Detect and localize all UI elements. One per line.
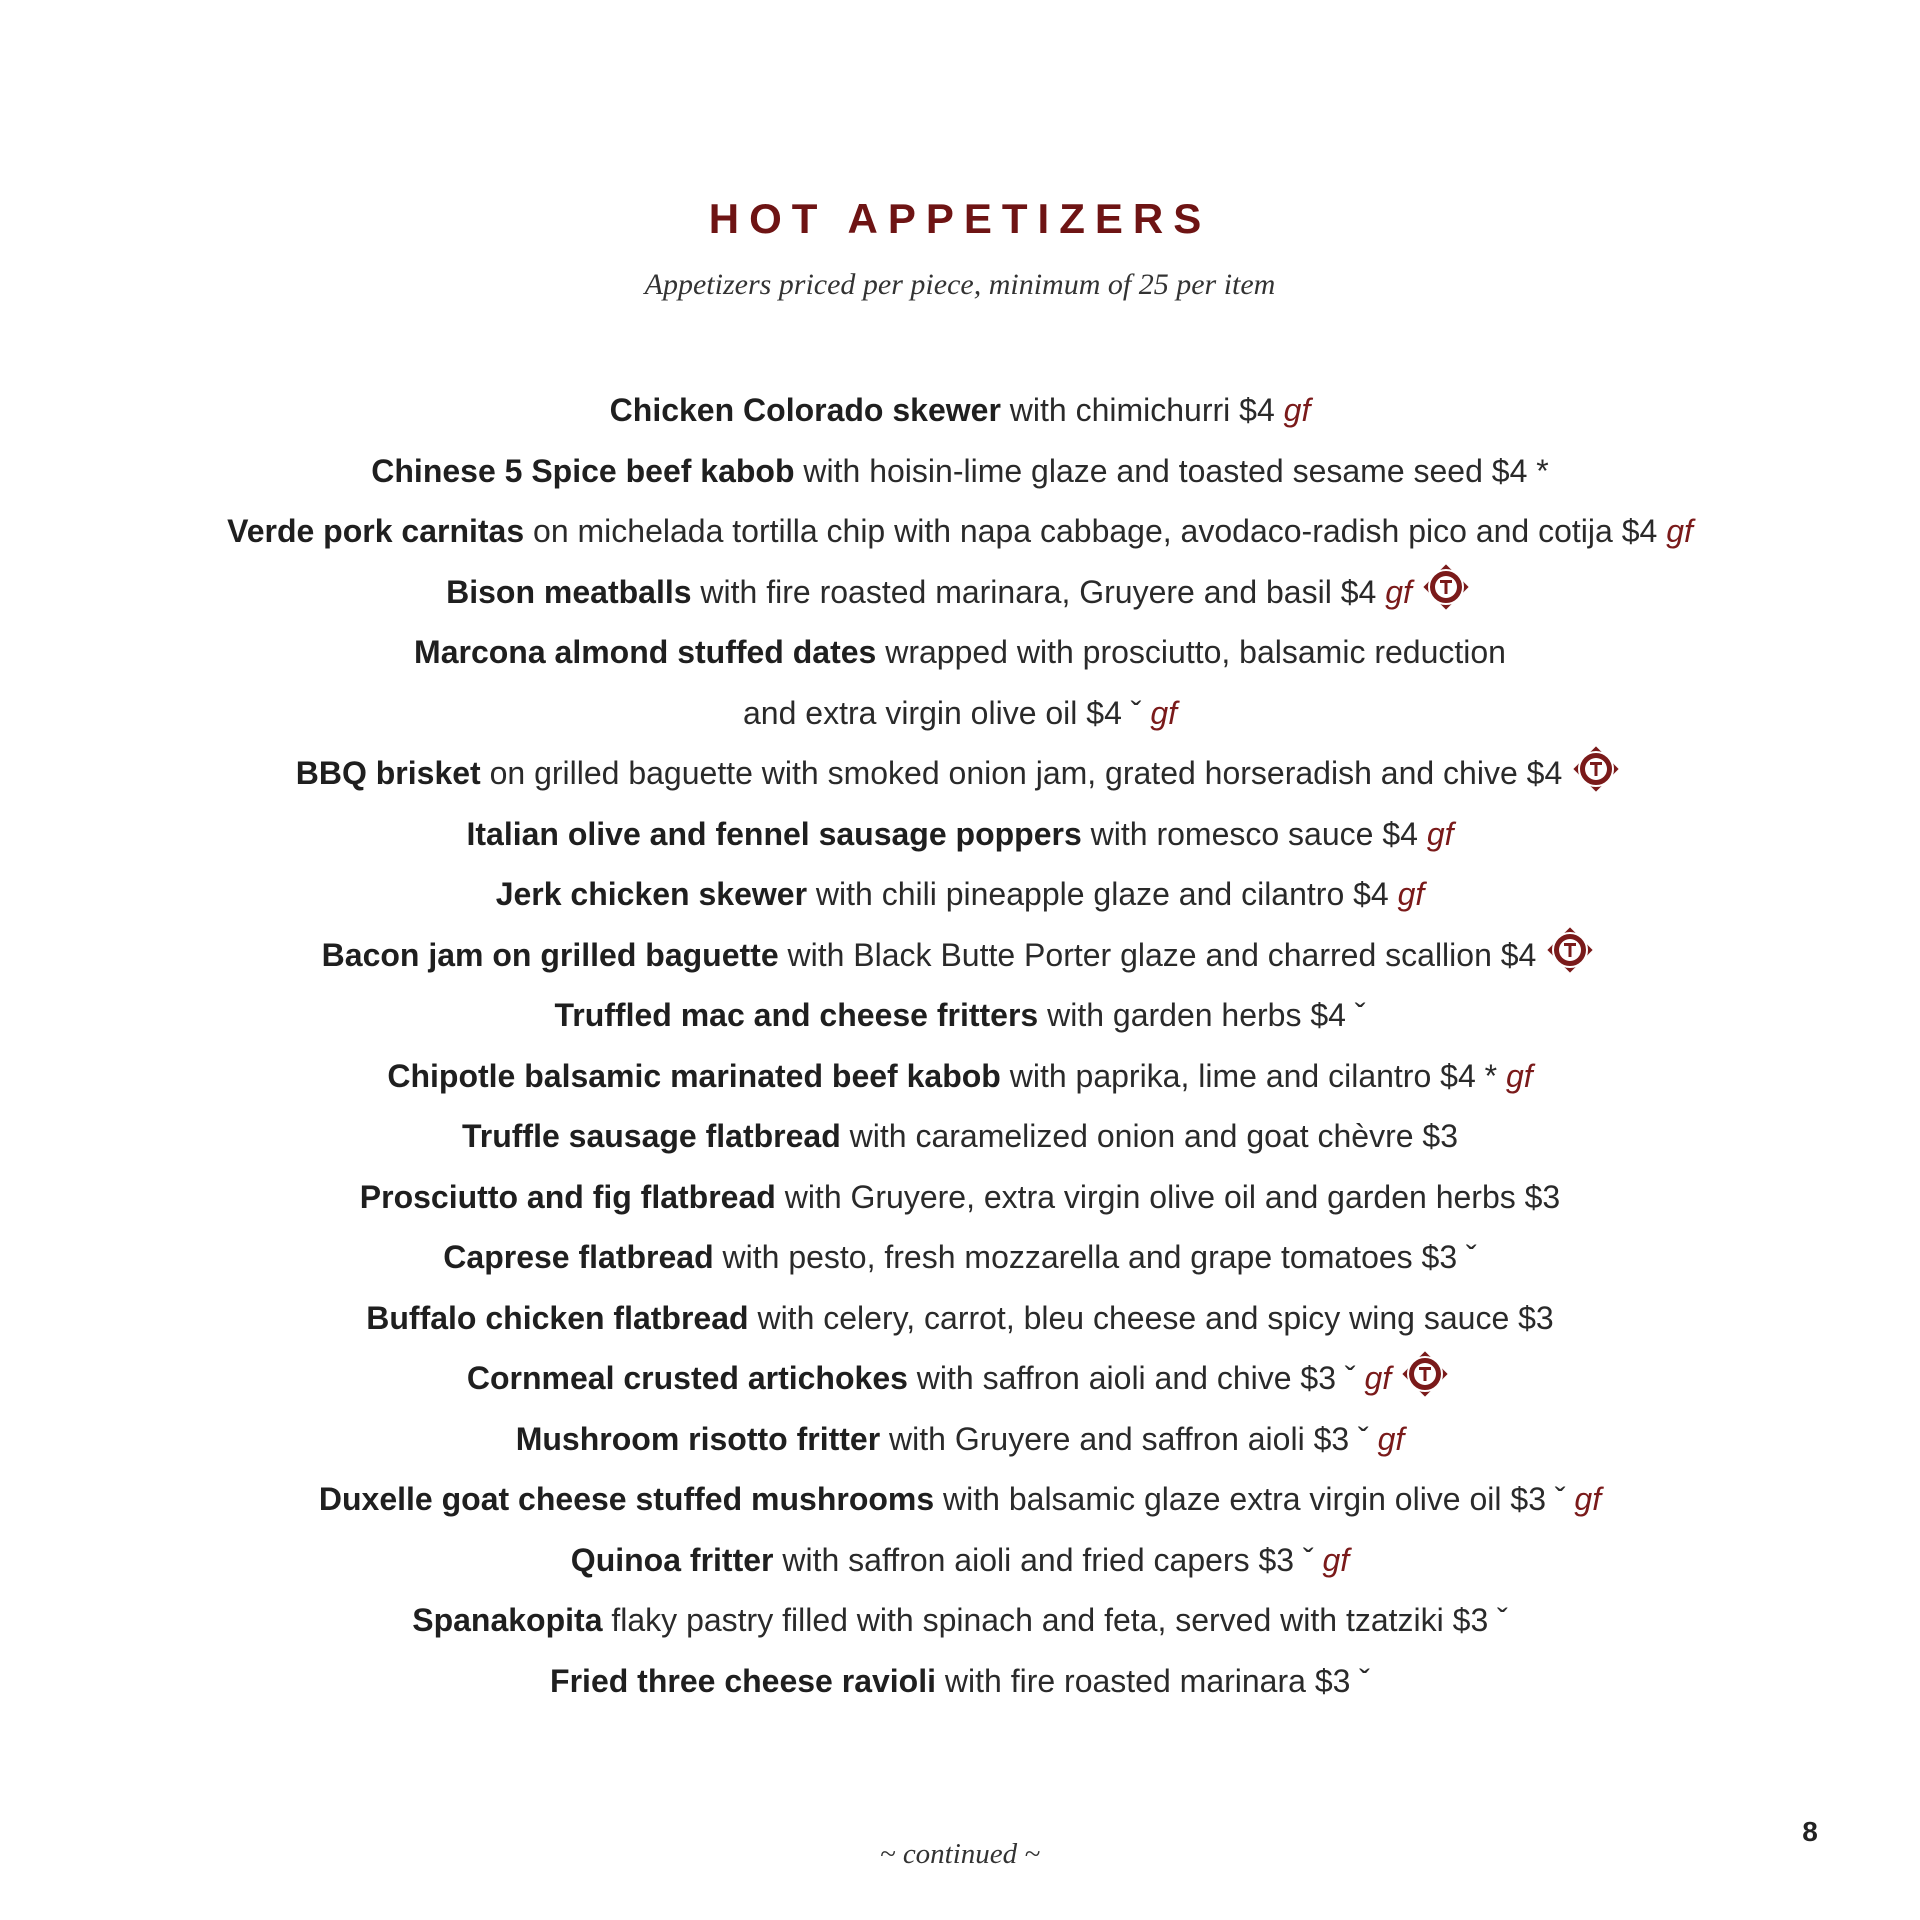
menu-item-description: with hoisin-lime glaze and toasted sesame seed $4: [794, 452, 1528, 489]
menu-item-description: with romesco sauce $4: [1081, 815, 1418, 852]
menu-item-description: flaky pastry filled with spinach and feta, served with tzatziki $3: [602, 1602, 1489, 1638]
menu-item: [0, 1530, 1920, 1591]
menu-item-description: with pesto, fresh mozzarella and grape tomatoes $3: [713, 1239, 1458, 1275]
menu-item-name: Spanakopita: [412, 1602, 603, 1638]
menu-item-description: with Gruyere and saffron aioli $3: [880, 1420, 1350, 1457]
menu-item-description: with Gruyere, extra virgin olive oil and garden herbs $3: [775, 1178, 1561, 1215]
menu-item: [0, 1288, 1920, 1349]
menu-item: [0, 804, 1920, 865]
menu-item-name: Chipotle balsamic marinated beef kabob: [387, 1057, 1001, 1094]
menu-item-name: Truffle sausage flatbread: [461, 1118, 841, 1154]
menu-item-name: Chicken Colorado skewer: [609, 392, 1001, 428]
menu-item-description: with Black Butte Porter glaze and charred scallion $4: [778, 936, 1537, 973]
gluten-free-label: gf: [1426, 815, 1454, 852]
menu-item-description: with fire roasted marinara $3: [936, 1662, 1351, 1699]
gluten-free-label: gf: [1377, 1420, 1405, 1457]
menu-item-marks: *: [1527, 452, 1549, 489]
menu-item-name: Prosciutto and fig flatbread: [359, 1178, 776, 1215]
menu-item-description: wrapped with prosciutto, balsamic reduction: [876, 634, 1506, 670]
menu-item-description: and extra virgin olive oil $4: [743, 694, 1122, 731]
signature-badge-icon: [1418, 559, 1474, 615]
menu-item-description: on grilled baguette with smoked onion jam, grated horseradish and chive $4: [480, 755, 1563, 791]
signature-badge-icon: [1542, 922, 1598, 978]
menu-item-marks: ˇ: [1121, 694, 1142, 731]
menu-item-description: with garden herbs $4: [1038, 997, 1346, 1033]
menu-item-marks: ˇ: [1336, 1360, 1356, 1396]
menu-item: [0, 1106, 1920, 1167]
menu-item-description: with fire roasted marinara, Gruyere and basil $4: [691, 573, 1377, 610]
gluten-free-label: gf: [1574, 1481, 1602, 1517]
menu-item-name: Bison meatballs: [446, 573, 692, 610]
menu-item-description: with balsamic glaze extra virgin olive oil $3: [934, 1481, 1546, 1517]
menu-item-name: Duxelle goat cheese stuffed mushrooms: [318, 1481, 935, 1517]
menu-item: [0, 1409, 1920, 1470]
menu-item-description: with paprika, lime and cilantro $4: [1000, 1057, 1476, 1094]
menu-item-name: Bacon jam on grilled baguette: [321, 936, 779, 973]
menu-item: [0, 743, 1920, 804]
menu-item: [0, 441, 1920, 502]
menu-item-marks: ˇ: [1457, 1239, 1477, 1275]
menu-item-name: Italian olive and fennel sausage poppers: [466, 815, 1082, 852]
menu-item: [0, 925, 1920, 986]
menu-item: [0, 864, 1920, 925]
menu-item: [0, 985, 1920, 1046]
menu-item-description: with caramelized onion and goat chèvre $3: [840, 1118, 1459, 1154]
menu-item-description: with celery, carrot, bleu cheese and spicy wing sauce $3: [748, 1299, 1554, 1336]
menu-item: [0, 562, 1920, 623]
menu-item-marks: ˇ: [1349, 1420, 1369, 1457]
menu-item-marks: ˇ: [1350, 1662, 1370, 1699]
menu-item-name: Marcona almond stuffed dates: [414, 634, 877, 670]
menu-item: [0, 1046, 1920, 1107]
menu-item: [0, 1590, 1920, 1651]
gluten-free-label: gf: [1385, 573, 1412, 610]
menu-item-name: Cornmeal crusted artichokes: [466, 1360, 908, 1396]
menu-item-name: Buffalo chicken flatbread: [366, 1299, 749, 1336]
menu-item-description: with saffron aioli and fried capers $3: [773, 1541, 1295, 1578]
page-subtitle: Appetizers priced per piece, minimum of 25 per item: [644, 268, 1276, 301]
menu-item: [0, 501, 1920, 562]
menu-item: [0, 380, 1920, 441]
menu-item-description: on michelada tortilla chip with napa cabbage, avodaco-radish pico and cotija $4: [524, 513, 1658, 549]
menu-item-name: Quinoa fritter: [570, 1541, 774, 1578]
gluten-free-label: gf: [1666, 513, 1693, 549]
menu-item: [0, 1469, 1920, 1530]
gluten-free-label: gf: [1283, 392, 1311, 428]
menu-item-name: Jerk chicken skewer: [495, 876, 808, 912]
menu-item: [0, 1348, 1920, 1409]
gluten-free-label: gf: [1505, 1057, 1533, 1094]
continued-note: ~ continued ~: [879, 1838, 1041, 1870]
signature-badge-icon: [1568, 741, 1624, 797]
page-title: HOT APPETIZERS: [708, 195, 1212, 242]
menu-item-marks: ˇ: [1294, 1541, 1314, 1578]
gluten-free-label: gf: [1322, 1541, 1350, 1578]
menu-item: [0, 683, 1920, 744]
menu-item-name: BBQ brisket: [295, 755, 481, 791]
menu-list: [0, 380, 1920, 1711]
menu-item-marks: *: [1475, 1057, 1498, 1094]
menu-item-marks: ˇ: [1545, 1481, 1566, 1517]
menu-item: [0, 1227, 1920, 1288]
signature-badge-icon: [1397, 1346, 1453, 1402]
gluten-free-label: gf: [1150, 694, 1177, 731]
gluten-free-label: gf: [1364, 1360, 1392, 1396]
menu-item: [0, 622, 1920, 683]
menu-item-name: Truffled mac and cheese fritters: [554, 997, 1039, 1033]
menu-item: [0, 1651, 1920, 1712]
menu-item-name: Verde pork carnitas: [227, 513, 525, 549]
menu-item-name: Caprese flatbread: [443, 1239, 714, 1275]
menu-item-name: Fried three cheese ravioli: [550, 1662, 936, 1699]
menu-item-name: Mushroom risotto fritter: [515, 1420, 881, 1457]
menu-item-name: Chinese 5 Spice beef kabob: [371, 452, 795, 489]
gluten-free-label: gf: [1397, 876, 1425, 912]
menu-item-description: with saffron aioli and chive $3: [907, 1360, 1337, 1396]
menu-item-marks: ˇ: [1488, 1602, 1508, 1638]
menu-item-description: with chimichurri $4: [1000, 392, 1275, 428]
menu-item: [0, 1167, 1920, 1228]
page-number: 8: [1802, 1816, 1818, 1847]
menu-item-marks: ˇ: [1345, 997, 1366, 1033]
menu-item-description: with chili pineapple glaze and cilantro $4: [807, 876, 1389, 912]
